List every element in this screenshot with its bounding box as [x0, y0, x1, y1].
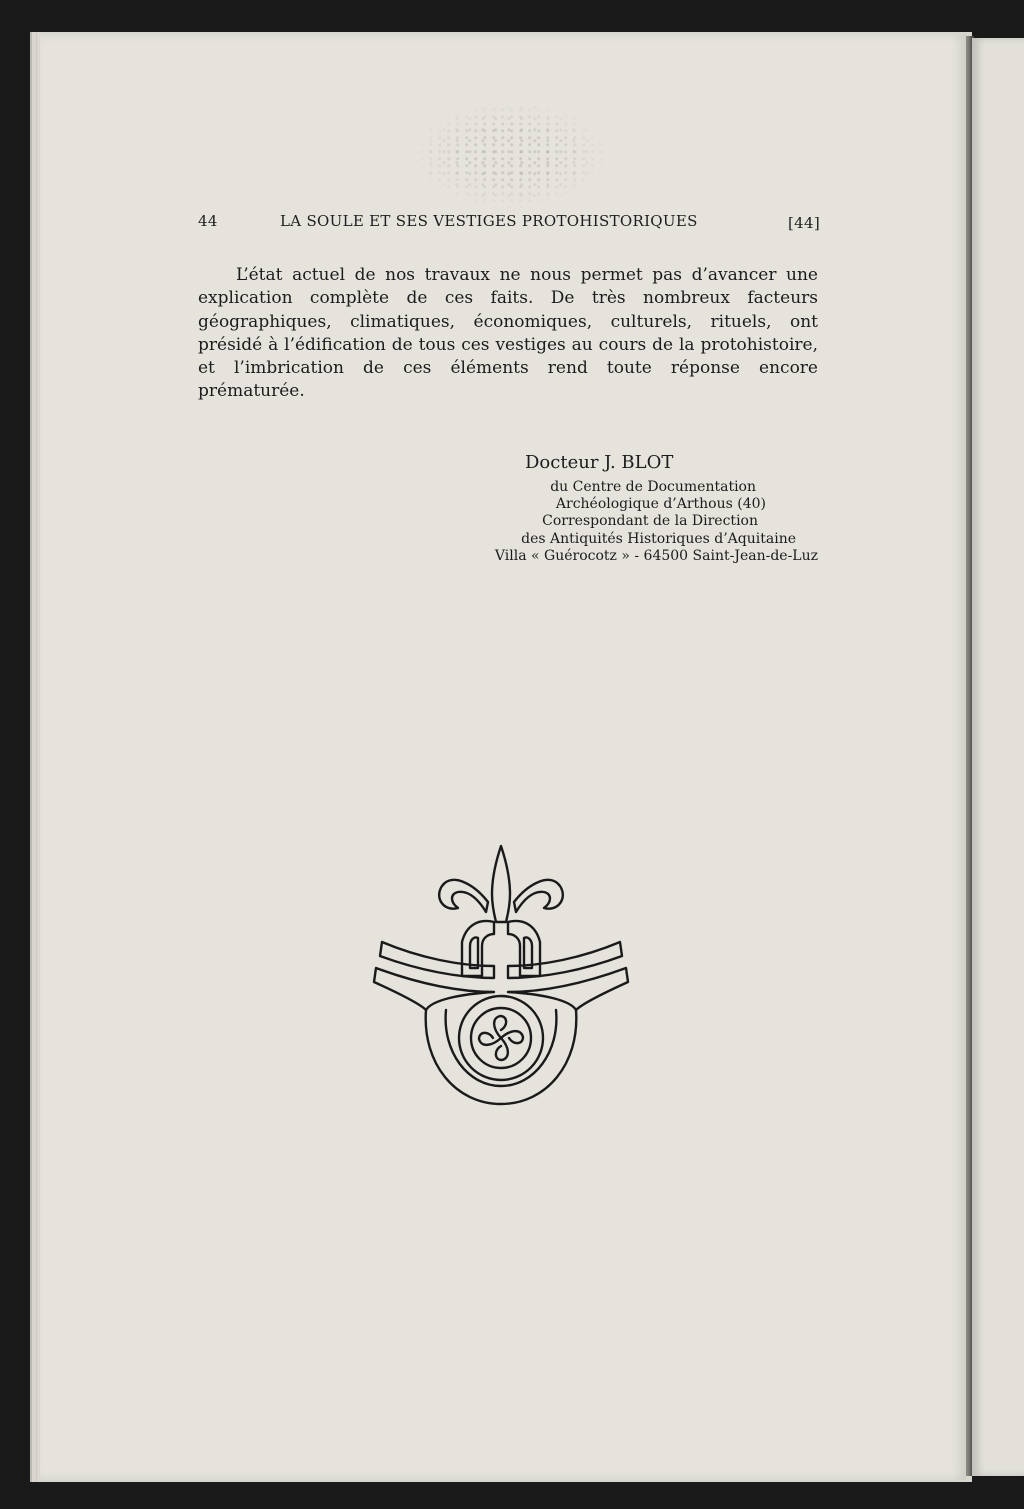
affiliation-line: Correspondant de la Direction [542, 513, 758, 530]
affiliation-line: du Centre de Documentation [550, 479, 756, 495]
body-paragraph: L’état actuel de nos travaux ne nous permet pas d’avancer une explication complète de ces faits. De très nombreux facteurs géographiques, climatiques, économiques, culturels, rituels, ont présidé à l’édification de tous ces vestiges au cours de la protohistoire, et l’imbrication de ces éléments rend toute réponse encore prématurée. [198, 265, 818, 402]
affiliation-line: des Antiquités Historiques d’Aquitaine [521, 530, 796, 547]
basque-lauburu-emblem-icon [370, 842, 632, 1110]
author-name: Docteur J. BLOT [525, 452, 674, 473]
page-number: 44 [198, 212, 218, 230]
running-title: LA SOULE ET SES VESTIGES PROTOHISTORIQUES [280, 212, 698, 230]
book-page [40, 34, 966, 1480]
signature-block [430, 452, 818, 565]
ink-speckle-stain [410, 100, 610, 210]
facing-page-edge [972, 38, 1024, 1476]
address-line: Villa « Guérocotz » - 64500 Saint-Jean-de-Luz [494, 547, 818, 564]
affiliation-line: Archéologique d’Arthous (40) [555, 496, 766, 513]
bracket-page-number: [44] [788, 214, 820, 232]
